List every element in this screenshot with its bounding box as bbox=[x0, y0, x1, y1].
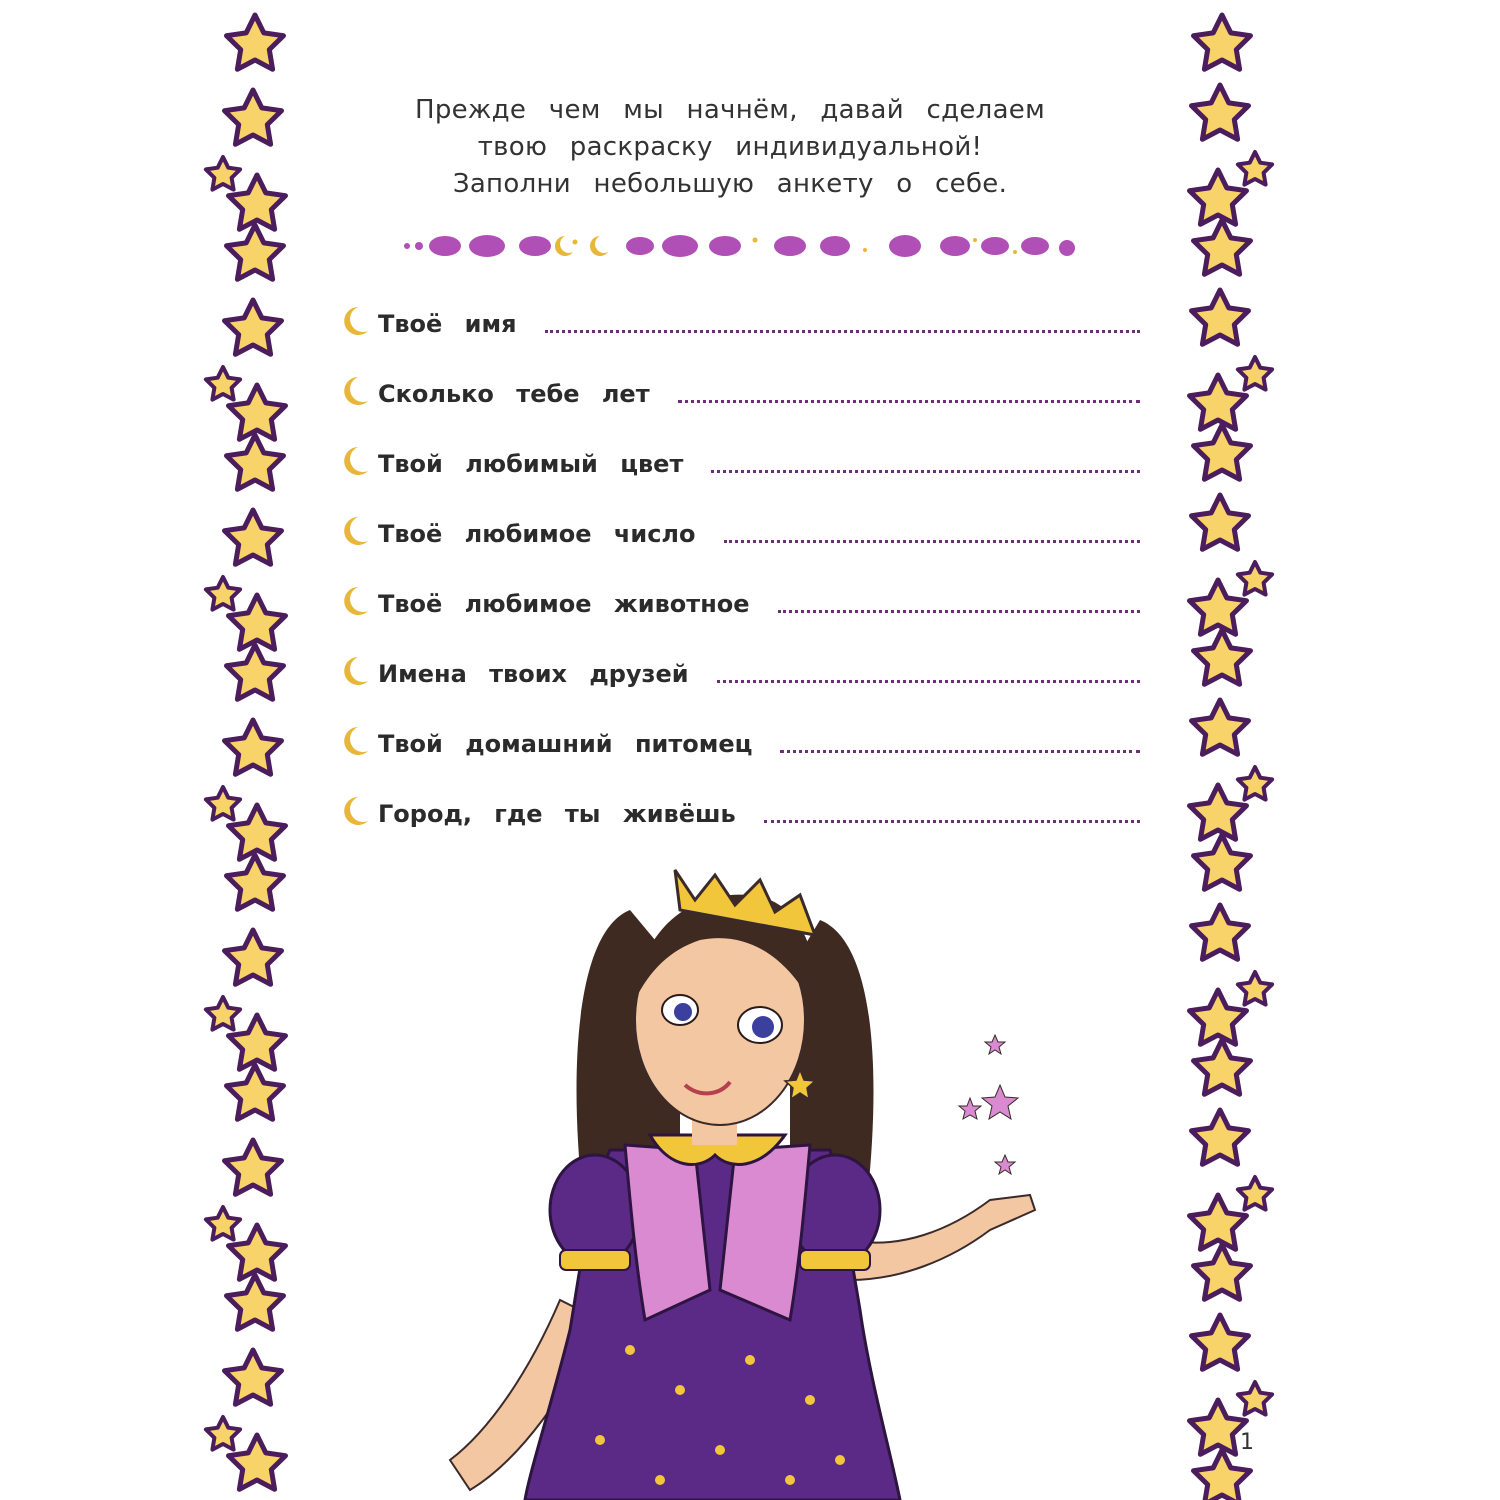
border-star-icon bbox=[225, 720, 282, 774]
crescent-moon-icon bbox=[340, 513, 370, 547]
answer-line[interactable] bbox=[717, 680, 1140, 683]
iris-right-icon bbox=[752, 1016, 774, 1038]
field-label: Твоё любимое число bbox=[378, 520, 696, 548]
star-border-right-icon bbox=[1180, 0, 1300, 1500]
border-star-icon bbox=[1194, 220, 1251, 274]
border-star-icon bbox=[225, 510, 282, 564]
magic-sparkles-icon bbox=[959, 1035, 1018, 1174]
border-star-icon bbox=[227, 435, 284, 489]
cuff-left-icon bbox=[560, 1250, 630, 1270]
border-star-icon bbox=[1190, 1400, 1247, 1454]
border-star-icon bbox=[229, 805, 286, 859]
crescent-moon-icon bbox=[340, 723, 370, 757]
border-star-icon bbox=[1190, 580, 1247, 634]
form-row-number[interactable] bbox=[340, 505, 1140, 549]
border-star-icon bbox=[1238, 1177, 1272, 1210]
field-label: Твой любимый цвет bbox=[378, 450, 684, 478]
answer-line[interactable] bbox=[764, 820, 1140, 823]
field-label: Твой домашний питомец bbox=[378, 730, 753, 758]
border-star-icon bbox=[1238, 562, 1272, 595]
field-label: Имена твоих друзей bbox=[378, 660, 689, 688]
border-star-icon bbox=[1194, 1245, 1251, 1299]
intro-line-1: Прежде чем мы начнём, давай сделаем bbox=[414, 95, 1046, 125]
right-star-border bbox=[1180, 0, 1300, 1500]
border-star-icon bbox=[229, 1435, 286, 1489]
answer-line[interactable] bbox=[724, 540, 1141, 543]
answer-line[interactable] bbox=[778, 610, 1140, 613]
answer-line[interactable] bbox=[711, 470, 1140, 473]
border-star-icon bbox=[229, 175, 286, 229]
border-star-icon bbox=[229, 595, 286, 649]
border-star-icon bbox=[227, 15, 284, 69]
border-star-icon bbox=[206, 997, 240, 1030]
left-star-border bbox=[195, 0, 315, 1500]
star-border-left-icon bbox=[195, 0, 315, 1500]
form-row-friends[interactable] bbox=[340, 645, 1140, 689]
border-star-icon bbox=[1192, 495, 1249, 549]
intro-text bbox=[330, 92, 1130, 203]
princess-illustration bbox=[430, 850, 1050, 1500]
crescent-moon-icon bbox=[340, 793, 370, 827]
border-star-icon bbox=[206, 577, 240, 610]
border-star-icon bbox=[225, 1350, 282, 1404]
border-star-icon bbox=[1194, 15, 1251, 69]
form-row-city[interactable] bbox=[340, 785, 1140, 829]
field-label: Город, где ты живёшь bbox=[378, 800, 736, 828]
border-star-icon bbox=[1190, 990, 1247, 1044]
border-star-icon bbox=[1192, 1110, 1249, 1164]
border-star-icon bbox=[1192, 85, 1249, 139]
border-star-icon bbox=[1190, 785, 1247, 839]
border-star-icon bbox=[1194, 630, 1251, 684]
border-star-icon bbox=[225, 1140, 282, 1194]
border-star-icon bbox=[225, 300, 282, 354]
border-star-icon bbox=[1192, 905, 1249, 959]
page-number: 1 bbox=[1240, 1430, 1254, 1455]
answer-line[interactable] bbox=[780, 750, 1140, 753]
border-star-icon bbox=[229, 1225, 286, 1279]
border-star-icon bbox=[1192, 700, 1249, 754]
border-star-icon bbox=[1194, 1450, 1251, 1500]
field-label: Сколько тебе лет bbox=[378, 380, 650, 408]
form-row-name[interactable] bbox=[340, 295, 1140, 339]
crescent-moon-icon bbox=[340, 303, 370, 337]
intro-line-2: твою раскраску индивидуальной! bbox=[477, 132, 983, 162]
form-row-age[interactable] bbox=[340, 365, 1140, 409]
border-star-icon bbox=[229, 385, 286, 439]
border-star-icon bbox=[1194, 1040, 1251, 1094]
border-star-icon bbox=[206, 1417, 240, 1450]
form-row-color[interactable] bbox=[340, 435, 1140, 479]
border-star-icon bbox=[225, 90, 282, 144]
intro-line-3: Заполни небольшую анкету о себе. bbox=[452, 169, 1008, 199]
border-star-icon bbox=[206, 1207, 240, 1240]
border-star-icon bbox=[1190, 170, 1247, 224]
border-star-icon bbox=[1194, 425, 1251, 479]
border-star-icon bbox=[1238, 1382, 1272, 1415]
border-star-icon bbox=[1238, 152, 1272, 185]
field-label: Твоё любимое животное bbox=[378, 590, 750, 618]
crescent-moon-icon bbox=[340, 583, 370, 617]
border-star-icon bbox=[225, 930, 282, 984]
crescent-moon-icon bbox=[340, 373, 370, 407]
border-star-icon bbox=[227, 225, 284, 279]
border-star-icon bbox=[227, 1065, 284, 1119]
crescent-moon-icon bbox=[340, 443, 370, 477]
border-star-icon bbox=[227, 855, 284, 909]
border-star-icon bbox=[1192, 290, 1249, 344]
border-star-icon bbox=[1238, 767, 1272, 800]
border-star-icon bbox=[206, 367, 240, 400]
field-label: Твоё имя bbox=[378, 310, 517, 338]
border-star-icon bbox=[227, 1275, 284, 1329]
border-star-icon bbox=[206, 787, 240, 820]
answer-line[interactable] bbox=[678, 400, 1140, 403]
crescent-moon-icon bbox=[340, 653, 370, 687]
border-star-icon bbox=[206, 157, 240, 190]
form-row-pet[interactable] bbox=[340, 715, 1140, 759]
cloud-divider-icon bbox=[395, 226, 1085, 266]
border-star-icon bbox=[1190, 375, 1247, 429]
iris-left-icon bbox=[674, 1003, 692, 1021]
form-row-animal[interactable] bbox=[340, 575, 1140, 619]
border-star-icon bbox=[1192, 1315, 1249, 1369]
border-star-icon bbox=[1238, 357, 1272, 390]
border-star-icon bbox=[1190, 1195, 1247, 1249]
border-star-icon bbox=[1194, 835, 1251, 889]
cuff-right-icon bbox=[800, 1250, 870, 1270]
border-star-icon bbox=[229, 1015, 286, 1069]
border-star-icon bbox=[1238, 972, 1272, 1005]
border-star-icon bbox=[227, 645, 284, 699]
answer-line[interactable] bbox=[545, 330, 1140, 333]
